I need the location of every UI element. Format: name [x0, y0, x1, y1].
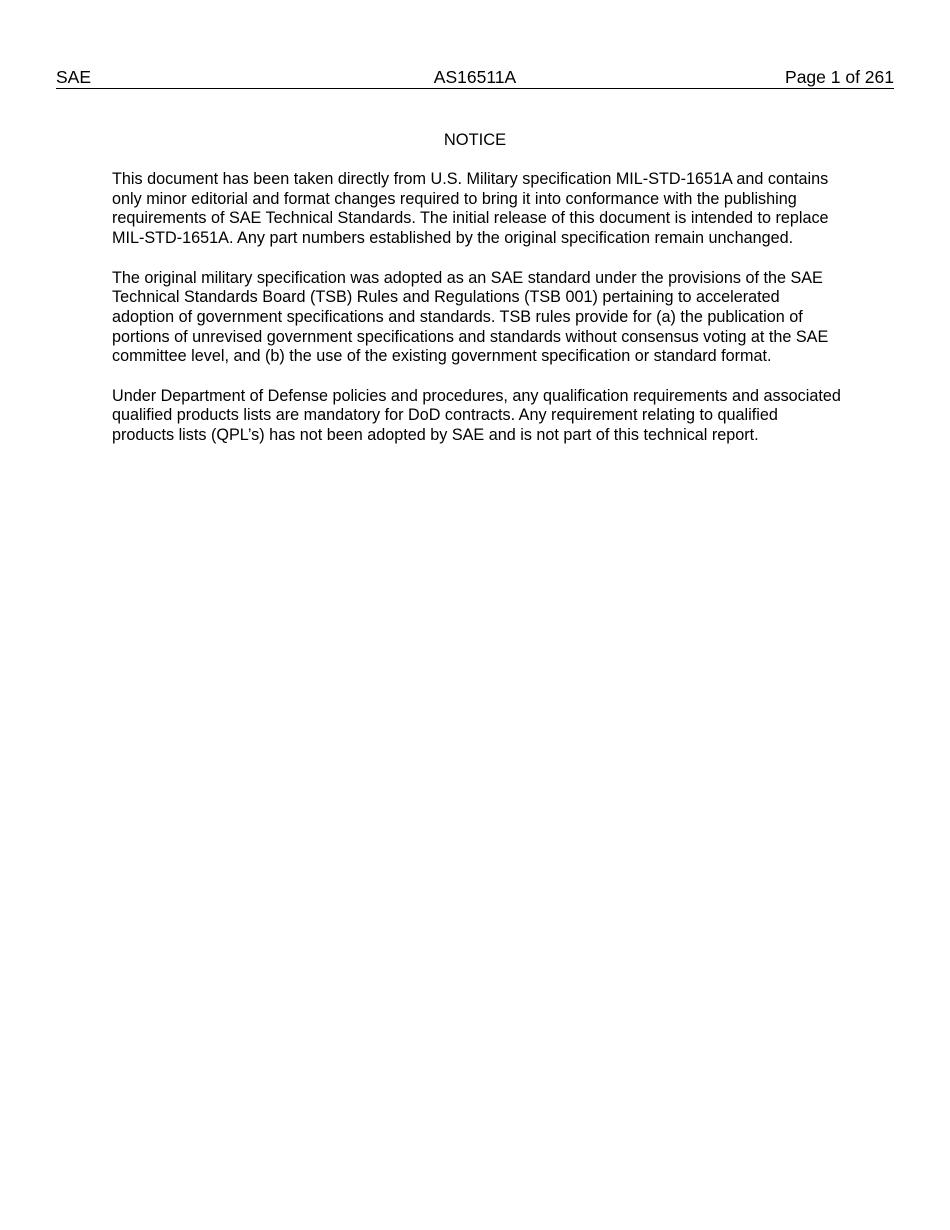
notice-body: [112, 170, 842, 466]
header-organization: SAE: [56, 67, 92, 87]
header-document-number: AS16511A: [433, 67, 517, 87]
notice-paragraph: The original military specification was adopted as an SAE standard under the provisions of the SAE Technical Standards Board (TSB) Rules and Regulations (TSB 001) pertaining to accelerated adoption of government specifications and standards. TSB rules provide for (a) the publication of portions of unrevised government specifications and standards without consensus voting at the SAE committee level, and (b) the use of the existing government specification or standard format.: [112, 268, 829, 366]
page-header: [56, 66, 894, 89]
notice-paragraph: Under Department of Defense policies and procedures, any qualification requirements and associated qualified products lists are mandatory for DoD contracts. Any requirement relating to qualified products lists (QPL’s) has not been adopted by SAE and is not part of this technical report.: [112, 386, 841, 445]
notice-title: NOTICE: [443, 131, 507, 149]
header-page-number: Page 1 of 261: [785, 67, 894, 87]
notice-paragraph: This document has been taken directly from U.S. Military specification MIL-STD-1651A and contains only minor editorial and format changes required to bring it into conformance with the publishing requirements of SAE Technical Standards. The initial release of this document is intended to replace MIL-STD-1651A. Any part numbers established by the original specification remain unchanged.: [112, 170, 829, 248]
